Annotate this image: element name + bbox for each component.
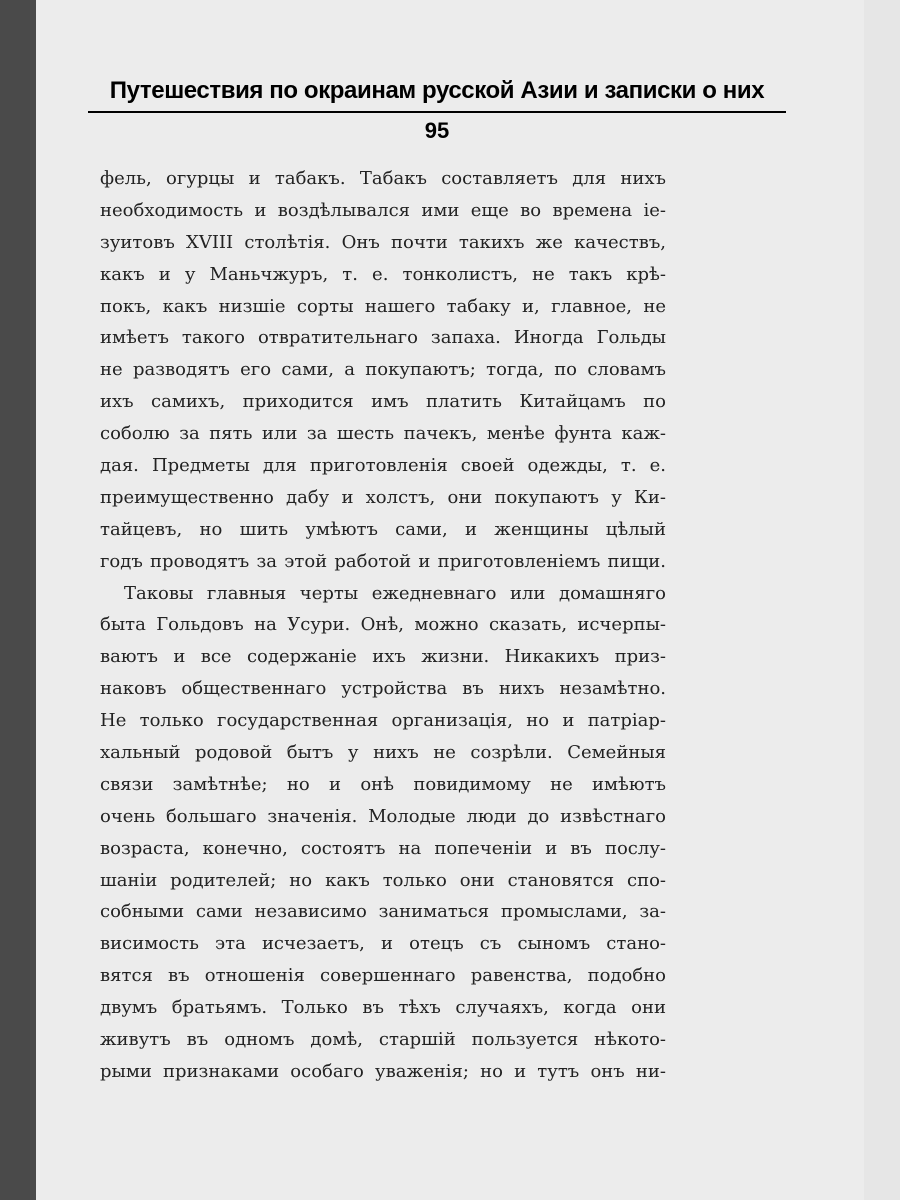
text-line: висимость эта исчезаетъ, и отецъ съ сыномъ стано- — [100, 933, 666, 955]
text-line: Не только государственная организацiя, но и патрiар- — [100, 710, 666, 732]
text-line: годъ проводятъ за этой работой и приготовленiемъ пищи. — [100, 550, 666, 572]
text-line: шанiи родителей; но какъ только они становятся спо- — [100, 869, 666, 891]
header-rule — [88, 111, 786, 113]
text-line: зуитовъ XVIII столѣтiя. Онъ почти такихъ же качествъ, — [100, 231, 666, 253]
text-line: дая. Предметы для приготовленiя своей одежды, т. е. — [100, 455, 666, 477]
page-number: 95 — [424, 118, 450, 143]
text-line: соболю за пять или за шесть пачекъ, менѣе фунта каж- — [100, 423, 666, 445]
text-line: необходимость и воздѣлывался ими еще во времена iе- — [100, 199, 666, 221]
text-line: вятся въ отношенiя совершеннаго равенства, подобно — [100, 965, 666, 987]
text-line: преимущественно дабу и холстъ, они покупаютъ у Ки- — [100, 486, 666, 508]
text-line: покъ, какъ низшiе сорты нашего табаку и, главное, не — [100, 295, 666, 317]
text-line: Таковы главныя черты ежедневнаго или домашняго — [124, 582, 666, 604]
text-line: быта Гольдовъ на Усури. Онѣ, можно сказать, исчерпы- — [100, 614, 666, 636]
text-line: какъ и у Маньчжуръ, т. е. тонколистъ, не такъ крѣ- — [100, 263, 666, 285]
text-line: рыми признаками особаго уваженiя; но и тутъ онъ ни- — [100, 1060, 666, 1082]
text-line: двумъ братьямъ. Только въ тѣхъ случаяхъ, когда они — [100, 997, 666, 1019]
text-line: не разводятъ его сами, а покупаютъ; тогда, по словамъ — [100, 359, 666, 381]
text-line: собными сами независимо заниматься промыслами, за- — [100, 901, 666, 923]
running-head: Путешествия по окраинам русской Азии и записки о них — [109, 77, 765, 104]
body-text — [100, 163, 666, 1088]
text-line: ваютъ и все содержанiе ихъ жизни. Никакихъ приз- — [100, 646, 666, 668]
text-line: связи замѣтнѣе; но и онѣ повидимому не имѣютъ — [100, 773, 666, 795]
scan-right-border — [864, 0, 900, 1200]
scan-left-border — [0, 0, 36, 1200]
text-line: хальный родовой бытъ у нихъ не созрѣли. Семейныя — [100, 742, 666, 764]
text-line: ихъ самихъ, приходится имъ платить Китайцамъ по — [100, 391, 666, 413]
text-line: наковъ общественнаго устройства въ нихъ незамѣтно. — [100, 678, 666, 700]
text-line: очень большаго значенiя. Молодые люди до извѣстнаго — [100, 805, 666, 827]
text-line: имѣетъ такого отвратительнаго запаха. Иногда Гольды — [100, 327, 666, 349]
text-line: возраста, конечно, состоятъ на попеченiи и въ послу- — [100, 837, 666, 859]
text-line: фель, огурцы и табакъ. Табакъ составляетъ для нихъ — [100, 168, 666, 189]
text-line: тайцевъ, но шить умѣютъ сами, и женщины цѣлый — [100, 518, 666, 540]
text-line: живутъ въ одномъ домѣ, старшiй пользуется нѣкото- — [100, 1029, 666, 1051]
